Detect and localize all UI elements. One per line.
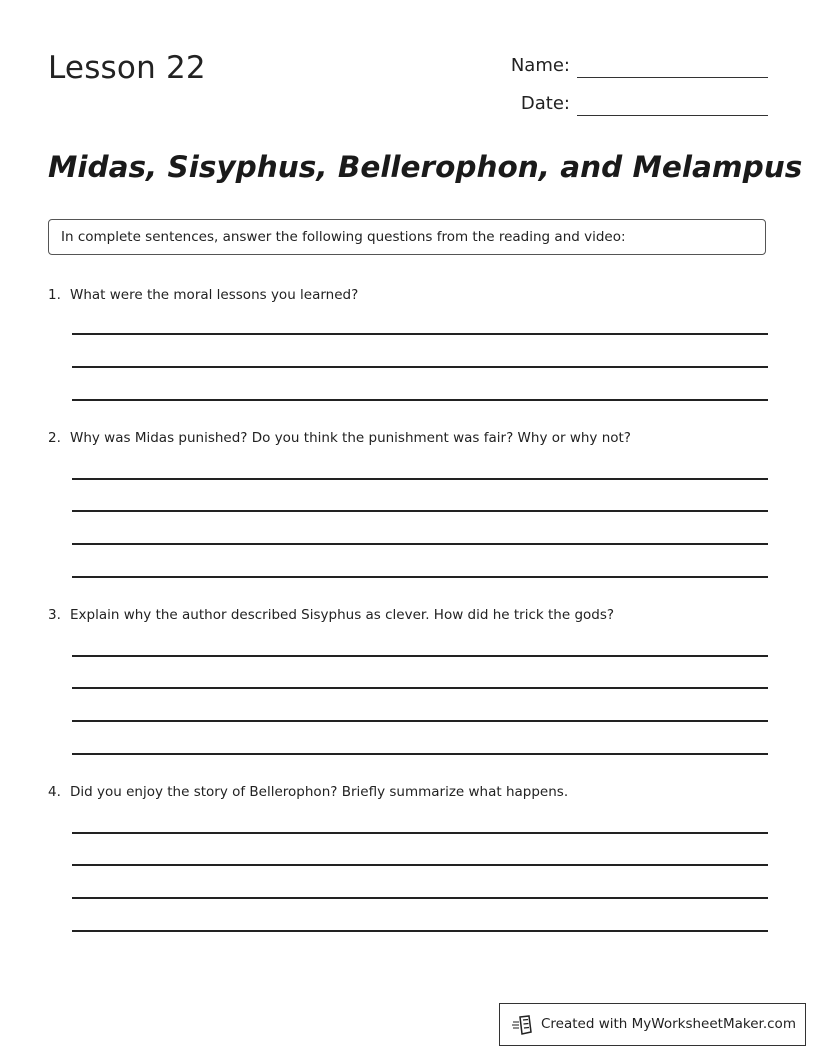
- answer-line[interactable]: [72, 543, 768, 545]
- instructions-box: [48, 219, 766, 255]
- answer-line[interactable]: [72, 720, 768, 722]
- answer-line[interactable]: [72, 897, 768, 899]
- footer-credit[interactable]: [499, 1003, 806, 1046]
- answer-line[interactable]: [72, 832, 768, 834]
- footer-text: Created with MyWorksheetMaker.com: [541, 1016, 796, 1032]
- date-write-line[interactable]: [577, 115, 768, 116]
- answer-line[interactable]: [72, 510, 768, 512]
- question-4: [48, 784, 768, 934]
- name-write-line[interactable]: [577, 77, 768, 78]
- lesson-title: Lesson 22: [48, 50, 206, 86]
- question-text: What were the moral lessons you learned?: [70, 287, 359, 303]
- question-text: Why was Midas punished? Do you think the punishment was fair? Why or why not?: [70, 430, 631, 446]
- worksheet-title: Midas, Sisyphus, Bellerophon, and Melampus: [48, 150, 803, 184]
- question-text: Explain why the author described Sisyphus as clever. How did he trick the gods?: [70, 607, 615, 623]
- question-number: 2.: [48, 430, 61, 446]
- answer-line[interactable]: [72, 478, 768, 480]
- question-1: [48, 287, 768, 407]
- answer-line[interactable]: [72, 753, 768, 755]
- name-label: Name:: [510, 55, 570, 76]
- answer-line[interactable]: [72, 333, 768, 335]
- question-text: Did you enjoy the story of Bellerophon? Briefly summarize what happens.: [70, 784, 569, 800]
- answer-line[interactable]: [72, 655, 768, 657]
- answer-line[interactable]: [72, 687, 768, 689]
- question-number: 4.: [48, 784, 61, 800]
- worksheet-maker-logo-icon: [512, 1014, 534, 1036]
- question-number: 1.: [48, 287, 61, 303]
- answer-line[interactable]: [72, 576, 768, 578]
- answer-line[interactable]: [72, 864, 768, 866]
- instructions-text: In complete sentences, answer the following questions from the reading and video:: [61, 229, 626, 245]
- question-2: [48, 430, 768, 580]
- question-number: 3.: [48, 607, 61, 623]
- date-label: Date:: [520, 93, 570, 114]
- answer-line[interactable]: [72, 930, 768, 932]
- answer-line[interactable]: [72, 366, 768, 368]
- name-field: [470, 50, 768, 78]
- date-field: [470, 88, 768, 116]
- answer-line[interactable]: [72, 399, 768, 401]
- question-3: [48, 607, 768, 757]
